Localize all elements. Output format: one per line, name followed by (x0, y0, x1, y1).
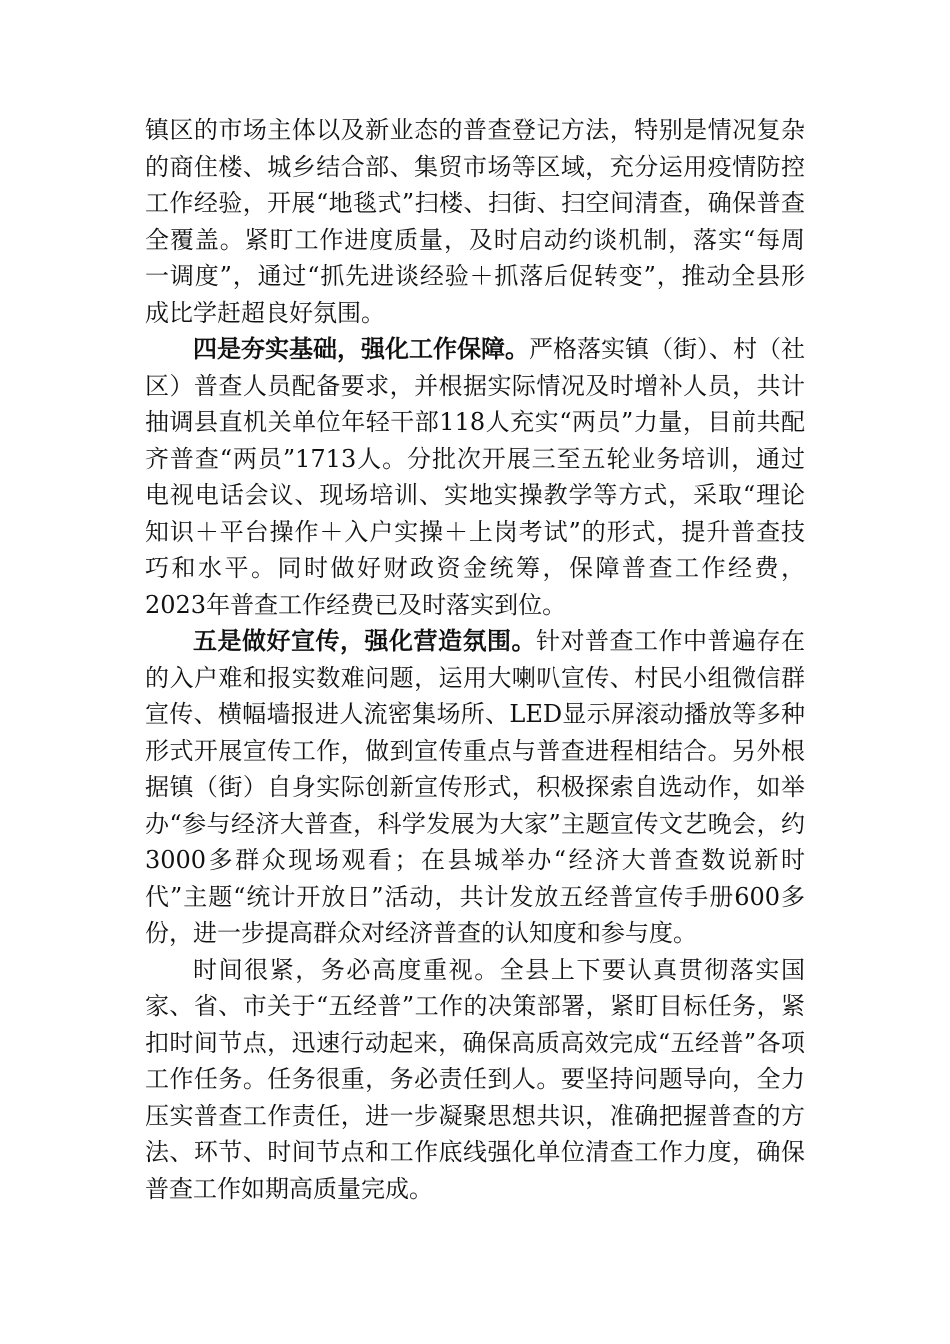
paragraph-heading: 四是夯实基础，强化工作保障。 (193, 334, 529, 363)
paragraph-text: 时间很紧，务必高度重视。全县上下要认真贯彻落实国家、省、市关于“五经普”工作的决策部署，紧盯目标任务，紧扣时间节点，迅速行动起来，确保高质高效完成“五经普”各项工作任务。任务很重，务必责任到人。要坚持问题导向，全力压实普查工作责任，进一步凝聚思想共识，准确把握普查的方法、环节、时间节点和工作底线强化单位清查工作力度，确保普查工作如期高质量完成。 (145, 955, 805, 1203)
paragraph-text: 针对普查工作中普遍存在的入户难和报实数难问题，运用大喇叭宣传、村民小组微信群宣传、横幅墙报进人流密集场所、LED显示屏滚动播放等多种形式开展宣传工作，做到宣传重点与普查进程相结合。另外根据镇（街）自身实际创新宣传形式，积极探索自选动作，如举办“参与经济大普查，科学发展为大家”主题宣传文艺晚会，约3000多群众现场观看；在县城举办“经济大普查数说新时代”主题“统计开放日”活动，共计发放五经普宣传手册600多份，进一步提高群众对经济普查的认知度和参与度。 (145, 627, 805, 947)
paragraph-publicity (145, 623, 805, 952)
paragraph-conclusion (145, 952, 805, 1208)
paragraph-text: 严格落实镇（街）、村（社区）普查人员配备要求，并根据实际情况及时增补人员，共计抽调县直机关单位年轻干部118人充实“两员”力量，目前共配齐普查“两员”1713人。分批次开展三至五轮业务培训，通过电视电话会议、现场培训、实地实操教学等方式，采取“理论知识＋平台操作＋入户实操＋上岗考试”的形式，提升普查技巧和水平。同时做好财政资金统筹，保障普查工作经费，2023年普查工作经费已及时落实到位。 (145, 335, 805, 619)
paragraph-continuation (145, 112, 805, 331)
paragraph-heading: 五是做好宣传，强化营造氛围。 (193, 626, 536, 655)
paragraph-text: 镇区的市场主体以及新业态的普查登记方法，特别是情况复杂的商住楼、城乡结合部、集贸市场等区域，充分运用疫情防控工作经验，开展“地毯式”扫楼、扫街、扫空间清查，确保普查全覆盖。紧盯工作进度质量，及时启动约谈机制，落实“每周一调度”，通过“抓先进谈经验＋抓落后促转变”，推动全县形成比学赶超良好氛围。 (145, 116, 805, 327)
paragraph-consolidate-foundation (145, 331, 805, 623)
document-body (145, 112, 805, 1207)
